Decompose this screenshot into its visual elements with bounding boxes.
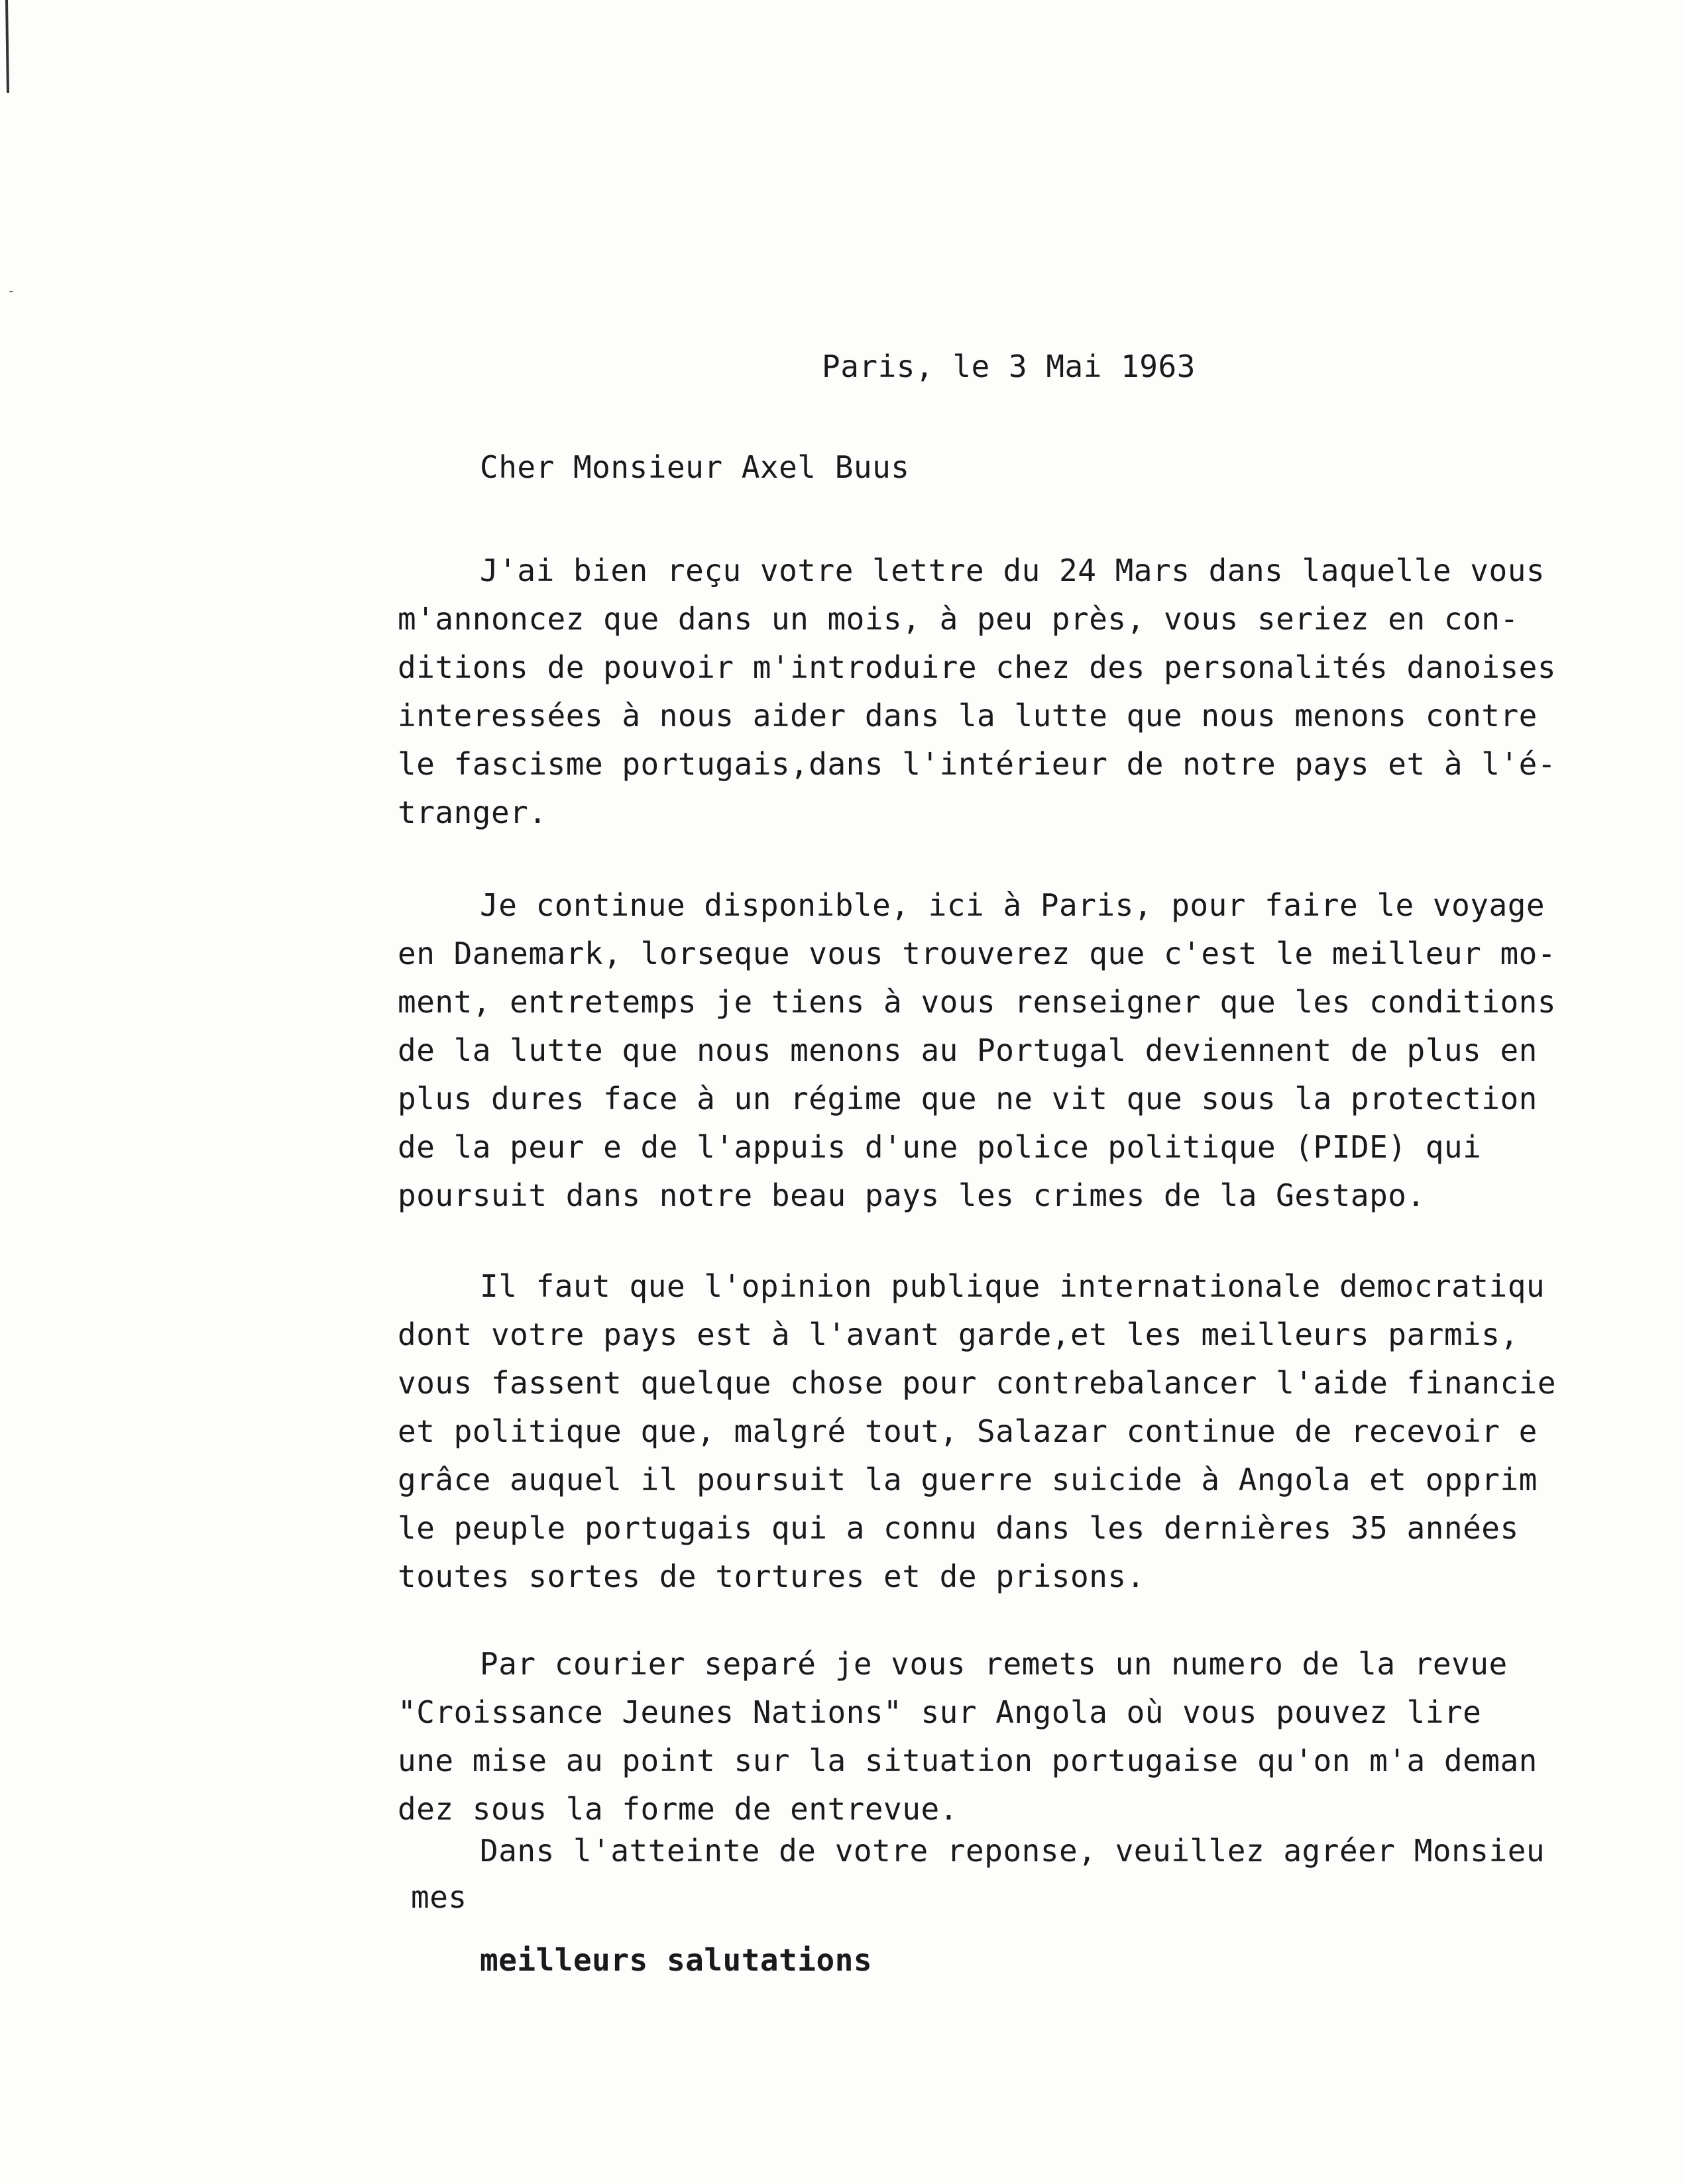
paragraph-line: dez sous la forme de entrevue. <box>398 1791 958 1827</box>
paragraph-line: dont votre pays est à l'avant garde,et les meilleurs parmis, <box>398 1317 1519 1352</box>
paragraph-line: une mise au point sur la situation portugaise qu'on m'a deman <box>398 1743 1538 1778</box>
paragraph-line: tranger. <box>398 794 547 830</box>
paragraph-line: poursuit dans notre beau pays les crimes de la Gestapo. <box>398 1177 1426 1213</box>
sign-off: meilleurs salutations <box>480 1942 873 1978</box>
paragraph-line: Par courier separé je vous remets un numero de la revue <box>480 1646 1508 1682</box>
paragraph-4 <box>398 1640 1644 1833</box>
paragraph-line: ment, entretemps je tiens à vous renseigner que les conditions <box>398 984 1557 1020</box>
letter-salutation: Cher Monsieur Axel Buus <box>480 449 910 485</box>
paragraph-line: ditions de pouvoir m'introduire chez des personalités danoises <box>398 649 1557 685</box>
paragraph-2 <box>398 881 1644 1220</box>
paragraph-line: grâce auquel il poursuit la guerre suicide à Angola et opprim <box>398 1462 1538 1498</box>
paragraph-line: interessées à nous aider dans la lutte que nous menons contre <box>398 698 1538 734</box>
paragraph-line: vous fassent quelque chose pour contrebalancer l'aide financie <box>398 1365 1557 1401</box>
scan-edge-mark <box>0 0 13 2184</box>
letter-date: Paris, le 3 Mai 1963 <box>822 349 1196 384</box>
paragraph-line: toutes sortes de tortures et de prisons. <box>398 1558 1145 1594</box>
closing-line: Dans l'atteinte de votre reponse, veuillez agréer Monsieu <box>480 1833 1546 1869</box>
paragraph-line: J'ai bien reçu votre lettre du 24 Mars dans laquelle vous <box>480 553 1546 588</box>
paragraph-line: en Danemark, lorseque vous trouverez que c'est le meilleur mo- <box>398 936 1557 971</box>
paragraph-line: m'annoncez que dans un mois, à peu près, vous seriez en con- <box>398 601 1519 637</box>
paragraph-line: de la peur e de l'appuis d'une police politique (PIDE) qui <box>398 1129 1482 1165</box>
paragraph-line: Je continue disponible, ici à Paris, pour faire le voyage <box>480 887 1546 923</box>
paragraph-line: plus dures face à un régime que ne vit que sous la protection <box>398 1081 1538 1117</box>
paragraph-line: Il faut que l'opinion publique internationale democratiqu <box>480 1268 1546 1304</box>
paragraph-1 <box>398 547 1644 837</box>
closing-continued: mes <box>411 1879 467 1915</box>
paragraph-line: de la lutte que nous menons au Portugal deviennent de plus en <box>398 1032 1538 1068</box>
paragraph-line: le fascisme portugais,dans l'intérieur de notre pays et à l'é- <box>398 746 1557 782</box>
paragraph-line: "Croissance Jeunes Nations" sur Angola où vous pouvez lire <box>398 1694 1482 1730</box>
paragraph-3 <box>398 1262 1644 1601</box>
paragraph-line: et politique que, malgré tout, Salazar continue de recevoir e <box>398 1413 1538 1449</box>
paragraph-line: le peuple portugais qui a connu dans les dernières 35 années <box>398 1510 1519 1546</box>
